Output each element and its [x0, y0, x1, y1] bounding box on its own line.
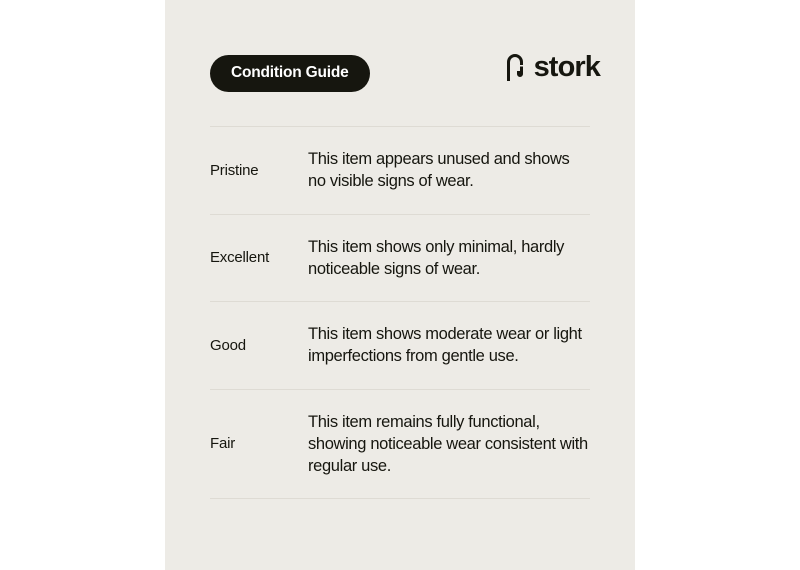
condition-description: This item shows only minimal, hardly noticeable signs of wear.	[308, 237, 565, 278]
stork-logo-icon	[504, 52, 526, 82]
table-row	[210, 126, 590, 214]
brand-lockup	[504, 52, 600, 82]
condition-guide-card	[165, 0, 635, 570]
brand-name: stork	[533, 50, 600, 83]
condition-label: Fair	[210, 435, 236, 453]
condition-description: This item remains fully functional, showing noticeable wear consistent with regular use.	[308, 412, 588, 476]
condition-table	[210, 126, 590, 499]
table-row	[210, 301, 590, 389]
condition-label: Good	[210, 336, 246, 354]
table-row	[210, 389, 590, 500]
condition-guide-badge: Condition Guide	[210, 55, 370, 92]
condition-label: Pristine	[210, 161, 259, 179]
card-header	[210, 50, 600, 95]
condition-label: Excellent	[210, 249, 270, 267]
table-row	[210, 214, 590, 302]
condition-description: This item shows moderate wear or light imperfections from gentle use.	[308, 325, 582, 366]
condition-description: This item appears unused and shows no visible signs of wear.	[308, 150, 570, 191]
